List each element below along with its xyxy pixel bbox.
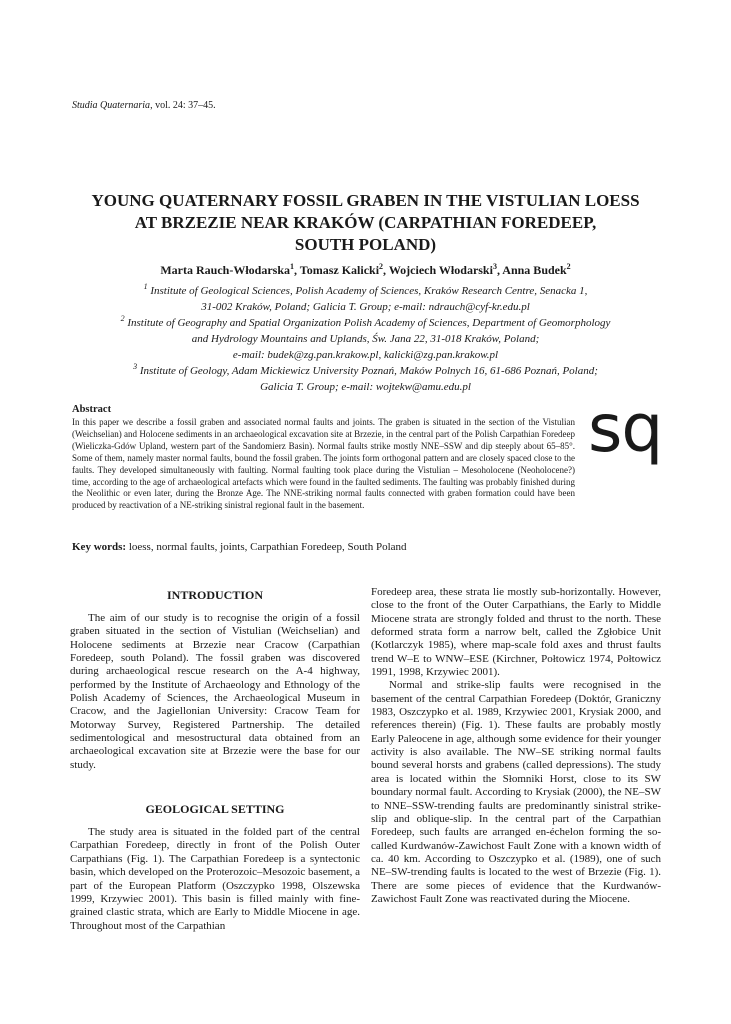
keywords-text: loess, normal faults, joints, Carpathian Foredeep, South Poland xyxy=(126,541,407,553)
abstract-text: In this paper we describe a fossil graben and associated normal faults and joints. The graben is situated in the section of the Vistulian (Weichselian) and Holocene sediments in an archaeological excavation site at Brzezie, in the central part of the Polish Carpathian Foredeep (Wieliczka-Gdów Upland, western part of the Sandomierz Basin). Normal faults strike mostly NNE–SSW and dip steeply about 65–85°. Some of them, namely master normal faults, bound the fossil graben. The joints form orthogonal pattern and are closely spaced close to the faults. They developed simultaneously with faulting. Normal faulting took place during the Vistulian – Mesoholocene (Neoholocene?) time, according to the age of archaeological artefacts which were found in the faulted sediments. The faulting was probably finished during the Neolithic or even later, during the Bronze Age. The NNE-striking normal faults connected with graben formation could have been produced by reactivation of a NE-striking sinistral regional fault in the basement. xyxy=(72,417,575,511)
journal-logo: sq xyxy=(588,390,663,467)
right-column xyxy=(371,586,661,906)
title-line: AT BRZEZIE NEAR KRAKÓW (CARPATHIAN FOREDEEP, xyxy=(134,213,597,232)
affiliation-line: 31-002 Kraków, Poland; Galicia T. Group; e-mail: ndrauch@cyf-kr.edu.pl xyxy=(201,301,530,313)
author-separator: , xyxy=(496,263,503,277)
paper-title xyxy=(40,190,691,256)
affiliation-2 xyxy=(60,315,671,363)
affiliation-number: 2 xyxy=(120,314,125,323)
geological-setting-paragraph: The study area is situated in the folded part of the central Carpathian Foredeep, directly in front of the Polish Outer Carpathians (Fig. 1). The Carpathian Foredeep is a syntectonic basin, which developed on the Proterozoic–Mesozoic basement, a part of the European Platform (Oszczypko 1998, Olszewska 1999, Krzywiec 2001). This basin is filled mainly with fine-grained clastic strata, which are Early to Middle Miocene in age. Throughout most of the Carpathian xyxy=(70,826,360,932)
affiliation-text: Institute of Geological Sciences, Polish Academy of Sciences, Kraków Research Centre, Senacka 1, xyxy=(150,285,588,297)
affiliation-line xyxy=(60,315,671,331)
affiliation-number: 1 xyxy=(143,282,148,291)
affiliation-list xyxy=(60,283,671,395)
keywords-label: Key words: xyxy=(72,541,127,553)
affiliation-text: Institute of Geology, Adam Mickiewicz University Poznań, Maków Polnych 16, 61-686 Poznań, Poland; xyxy=(139,365,598,377)
journal-volume: , vol. 24: 37–45. xyxy=(150,100,216,111)
author-name: Anna Budek xyxy=(502,263,567,277)
title-line: SOUTH POLAND) xyxy=(294,235,437,254)
section-heading-introduction: INTRODUCTION xyxy=(166,588,263,602)
left-column xyxy=(70,588,360,933)
section-heading-geological-setting: GEOLOGICAL SETTING xyxy=(145,802,285,817)
keywords xyxy=(72,541,407,553)
geological-setting-paragraph-continued: Foredeep area, these strata lie mostly sub-horizontally. However, close to the front of the Outer Carpathians, the Early to Middle Miocene strata are strongly folded and thrust to the north. These deformed strata form a narrow belt, called the Zgłobice Unit (Kotlarczyk 1985), where map-scale fold axes and thrust faults trend W–E to WNW–ESE (Kirchner, Połtowicz 1974, Połtowicz 1991, 1998, Krzywiec 2001). xyxy=(371,586,661,679)
journal-name: Studia Quaternaria xyxy=(72,100,151,111)
author-list xyxy=(40,262,691,278)
faults-paragraph: Normal and strike-slip faults were recognised in the basement of the central Carpathian Foredeep (Doktór, Graniczny 1983, Oszczypko et al. 1989, Krzywiec 2001, Krysiak 2000, and references therein) (Fig. 1). These faults are probably mostly Early Paleocene in age, although some evidence for their younger activity is also available. The NW–SE striking normal faults bound several horsts and grabens (called depressions). The study area is located within the Słomniki Horst, close to its SW boundary normal fault. According to Krysiak (2000), the NE–SW to NNE–SSW-trending faults are predominantly sinistral strike-slip and oblique-slip. In the central part of the Carpathian Foredeep, such faults are arranged en-échelon forming the so-called Kurdwanów-Zawichost Fault Zone with a known width of ca. 40 km. According to Oszczypko et al. (1989), one of such NE–SW-trending faults is located to the west of Brzezie (Fig. 1). There are some pieces of evidence that the Kurdwanów-Zawichost Fault Zone was reactivated during the Miocene. xyxy=(371,679,661,905)
author-affiliation-mark: 3 xyxy=(492,262,497,271)
affiliation-line xyxy=(60,363,671,379)
author-affiliation-mark: 2 xyxy=(379,262,384,271)
affiliation-3 xyxy=(60,363,671,395)
affiliation-line: Galicia T. Group; e-mail: wojtekw@amu.edu.pl xyxy=(260,381,471,393)
author-affiliation-mark: 1 xyxy=(290,262,294,271)
author-separator: , xyxy=(383,263,389,277)
title-line: YOUNG QUATERNARY FOSSIL GRABEN IN THE VISTULIAN LOESS xyxy=(91,191,640,210)
affiliation-1 xyxy=(60,283,671,315)
affiliation-line: and Hydrology Mountains and Uplands, Św. Jana 22, 31-018 Kraków, Poland; xyxy=(191,333,540,345)
journal-citation xyxy=(72,100,216,111)
introduction-paragraph: The aim of our study is to recognise the origin of a fossil graben situated in the section of Vistulian (Weichselian) and Holocene sediments at Brzezie near Cracow (Carpathian Foredeep, south Poland). The fossil graben was discovered during archaeological rescue research on the A-4 highway, performed by the Institute of Archaeology and Ethnology of the Polish Academy of Sciences, the Archaeological Museum in Cracow, and the Jagiellonian University: Cracow Team for Motorway Survey, Registered Partnership. The detailed sedimentological and mesostructural data obtained from an archaeological excavation site at Brzezie were the base for our study. xyxy=(70,612,360,771)
affiliation-text: Institute of Geography and Spatial Organization Polish Academy of Sciences, Department of Geomorphology xyxy=(127,317,611,329)
author-name: Marta Rauch-Włodarska xyxy=(160,263,290,277)
affiliation-number: 3 xyxy=(133,362,138,371)
abstract-heading: Abstract xyxy=(72,404,112,415)
author-name: Tomasz Kalicki xyxy=(299,263,380,277)
author-separator: , xyxy=(294,263,300,277)
affiliation-line: e-mail: budek@zg.pan.krakow.pl, kalicki@zg.pan.krakow.pl xyxy=(232,349,499,361)
author-affiliation-mark: 2 xyxy=(566,262,571,271)
author-name: Wojciech Włodarski xyxy=(388,263,493,277)
affiliation-line xyxy=(60,283,671,299)
